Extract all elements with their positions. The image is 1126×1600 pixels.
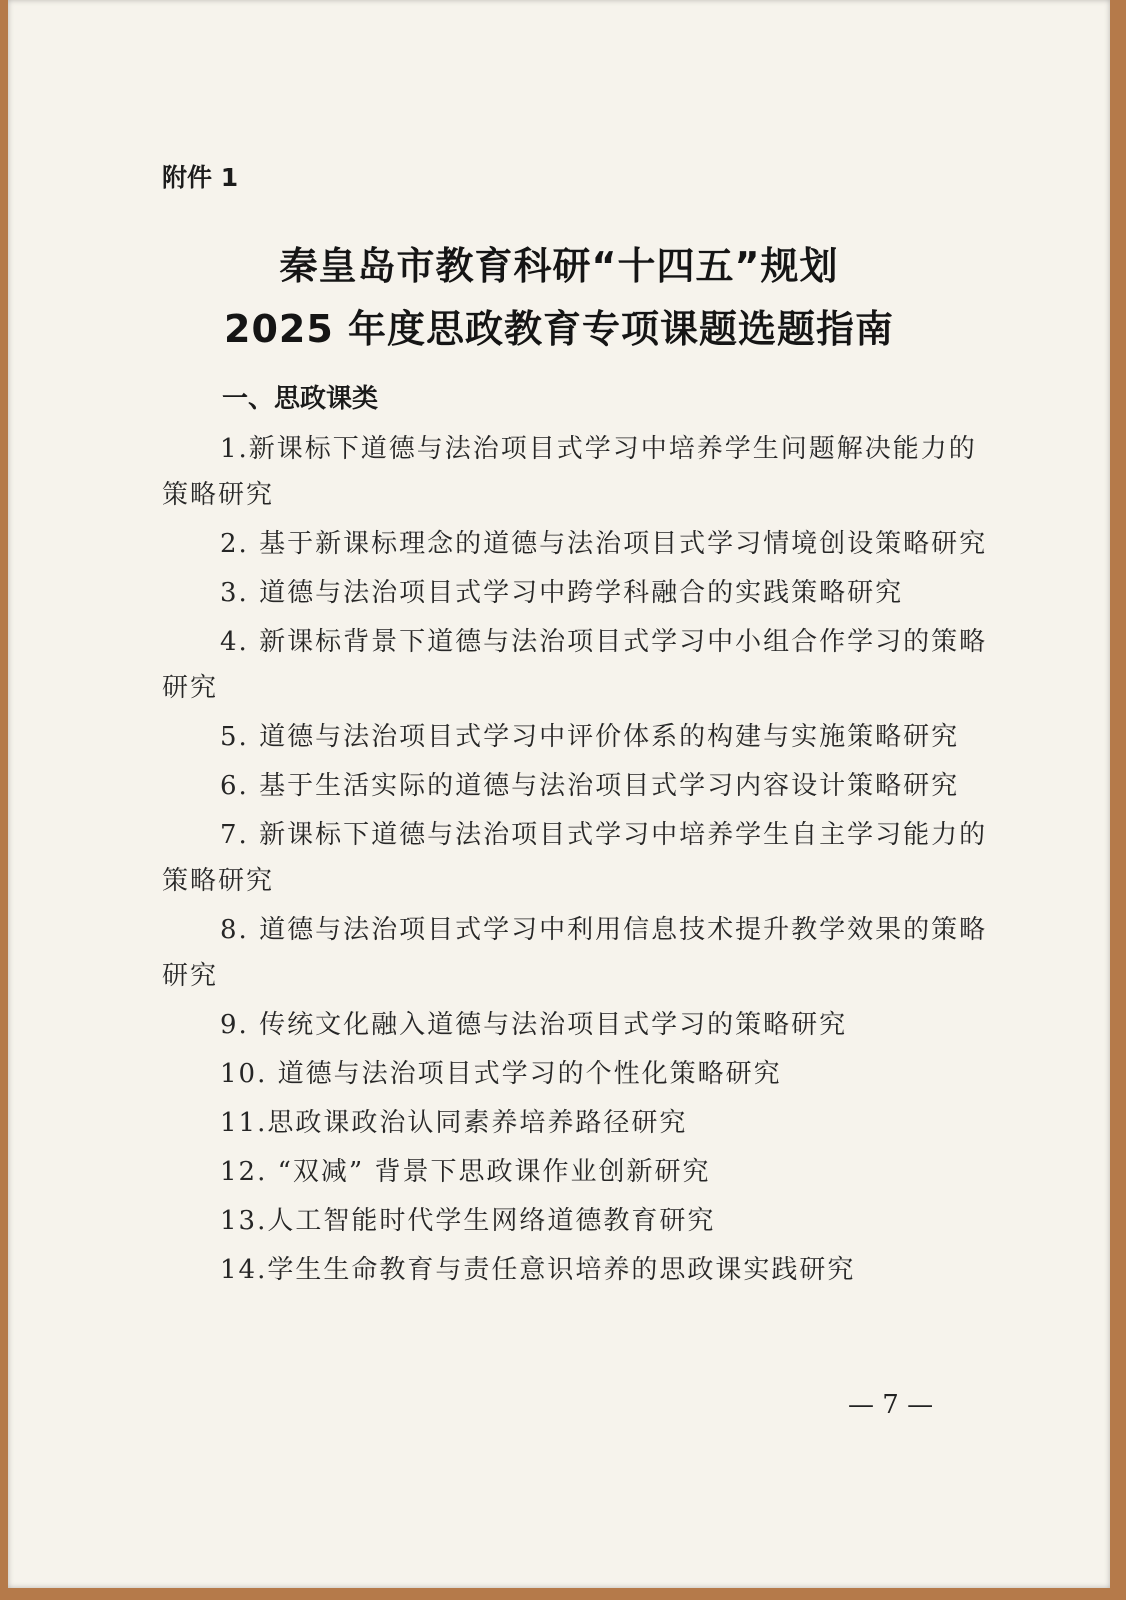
attachment-label: 附件 1 — [162, 163, 239, 192]
topic-item: 11.思政课政治认同素养培养路径研究 — [220, 1108, 688, 1138]
topic-item: 12. “双减” 背景下思政课作业创新研究 — [220, 1157, 711, 1187]
topic-item: 1.新课标下道德与法治项目式学习中培养学生问题解决能力的策略研究 — [162, 434, 977, 510]
topic-item: 13.人工智能时代学生网络道德教育研究 — [220, 1206, 716, 1236]
section-heading: 一、思政课类 — [222, 384, 379, 414]
topic-item: 8. 道德与法治项目式学习中利用信息技术提升教学效果的策略研究 — [162, 915, 988, 991]
topic-list — [162, 426, 992, 1296]
topic-item: 9. 传统文化融入道德与法治项目式学习的策略研究 — [220, 1010, 848, 1040]
topic-item: 3. 道德与法治项目式学习中跨学科融合的实践策略研究 — [220, 578, 904, 608]
document-page — [8, 0, 1110, 1588]
topic-item: 14.学生生命教育与责任意识培养的思政课实践研究 — [220, 1255, 856, 1285]
document-title-line-2: 2025 年度思政教育专项课题选题指南 — [224, 307, 894, 351]
topic-item: 7. 新课标下道德与法治项目式学习中培养学生自主学习能力的策略研究 — [162, 820, 988, 896]
topic-item: 4. 新课标背景下道德与法治项目式学习中小组合作学习的策略研究 — [162, 627, 988, 703]
page-number: — 7 — — [848, 1390, 934, 1420]
topic-item: 6. 基于生活实际的道德与法治项目式学习内容设计策略研究 — [220, 771, 960, 801]
topic-item: 5. 道德与法治项目式学习中评价体系的构建与实施策略研究 — [220, 722, 960, 752]
topic-item: 10. 道德与法治项目式学习的个性化策略研究 — [220, 1059, 782, 1089]
topic-item: 2. 基于新课标理念的道德与法治项目式学习情境创设策略研究 — [220, 529, 988, 559]
document-title-line-1: 秦皇岛市教育科研“十四五”规划 — [279, 244, 839, 288]
